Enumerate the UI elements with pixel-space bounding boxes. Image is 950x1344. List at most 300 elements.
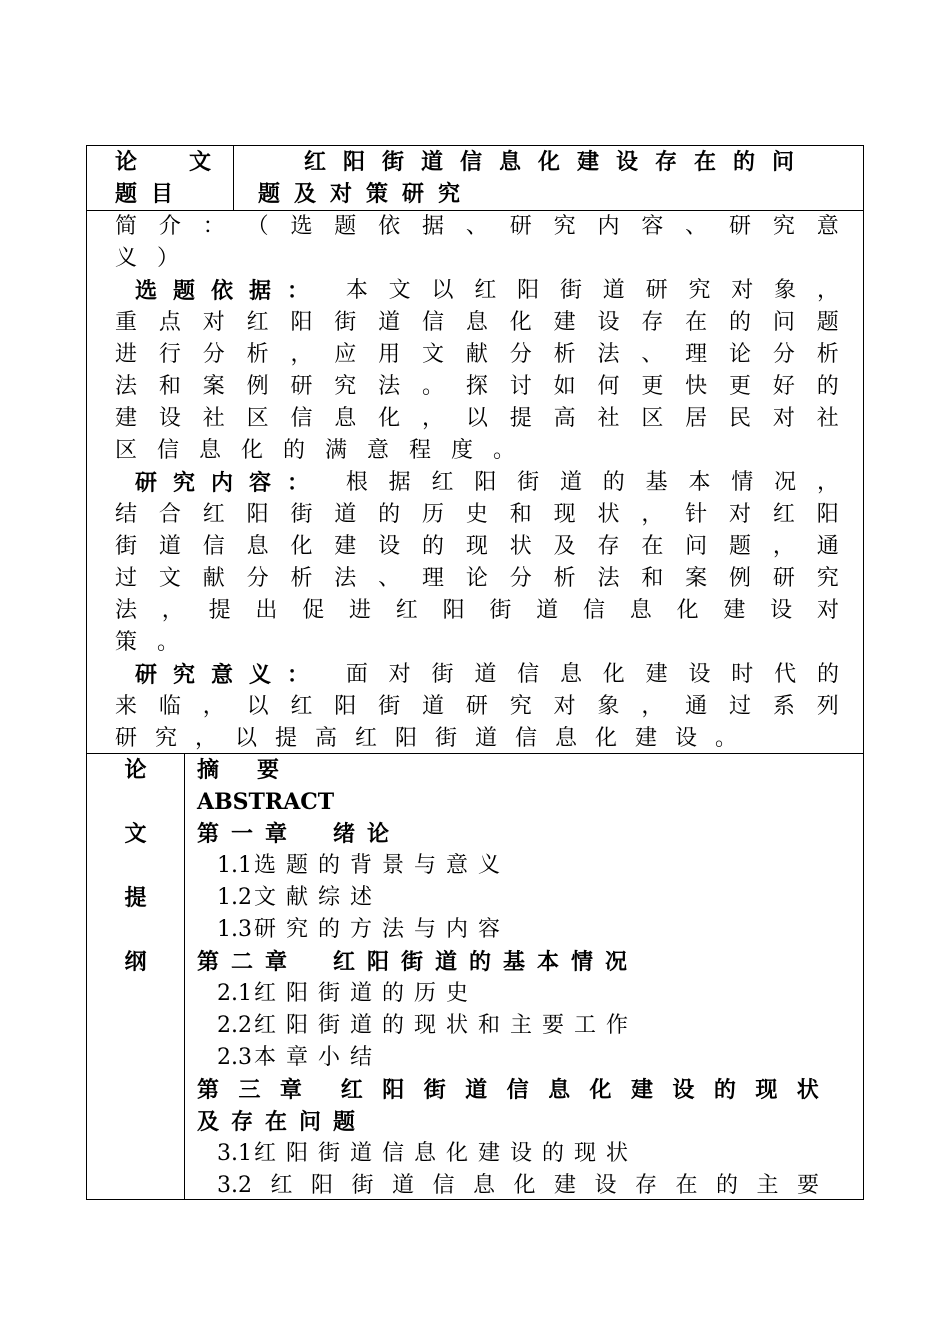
text-char: 史 [465, 502, 488, 527]
section-number: 3.2 [217, 1173, 252, 1198]
text-char: 分 [509, 342, 532, 367]
text-char: 。 [422, 374, 445, 399]
text-char: 区 [641, 406, 664, 431]
section-title: 本章小结 [254, 1045, 383, 1070]
meaning-label: 研究意义： [135, 662, 326, 688]
text-char: 文 [422, 342, 445, 367]
text-char: 讨 [509, 374, 532, 399]
text-char: 分 [246, 566, 269, 591]
text-char: 息 [629, 598, 652, 623]
text-char: 据 [422, 214, 445, 239]
title-row [87, 146, 863, 210]
text-char: 何 [597, 374, 620, 399]
text-char: 红 [772, 502, 795, 527]
text-char: 阳 [290, 310, 313, 335]
section-number: 2.3 [217, 1045, 252, 1070]
text-char: 的 [816, 374, 839, 399]
text-char: 主 [756, 1173, 779, 1198]
outline-label-char: 文 [124, 821, 147, 847]
text-char: 对 [388, 662, 411, 687]
text-char: 结 [115, 502, 138, 527]
text-char: 建 [723, 598, 746, 623]
basis-line [115, 307, 839, 339]
text-char: 出 [255, 598, 278, 623]
text-char: 道 [391, 1173, 414, 1198]
text-char: 信 [506, 1077, 529, 1103]
text-char: 根 [345, 470, 368, 495]
text-char: 现 [553, 502, 576, 527]
section-title: 红阳街道的历史 [254, 981, 479, 1006]
text-char: 论 [465, 566, 488, 591]
meaning-last-line: 研究，以提高红阳街道信息化建设。 [115, 726, 756, 751]
text-char: 题 [816, 310, 839, 335]
text-char: 好 [772, 374, 795, 399]
text-char: 究 [553, 214, 576, 239]
text-char: 红 [431, 470, 454, 495]
text-char: 的 [602, 470, 625, 495]
text-char: 阳 [246, 502, 269, 527]
text-char: 街 [517, 470, 540, 495]
text-char: 现 [465, 534, 488, 559]
text-char: 代 [774, 662, 797, 687]
text-char: 现 [755, 1077, 778, 1103]
text-char: 设 [378, 534, 401, 559]
text-char: 高 [553, 406, 576, 431]
intro-row [87, 210, 863, 753]
text-char: 简 [115, 214, 138, 239]
text-char: （ [246, 214, 269, 239]
title-label-char-2: 文 [188, 149, 211, 175]
text-char: 析 [816, 342, 839, 367]
text-char: 区 [246, 406, 269, 431]
proposal-table [86, 145, 864, 1200]
text-char: 社 [816, 406, 839, 431]
text-char: 通 [816, 534, 839, 559]
basis-label: 选题依据： [135, 278, 326, 304]
basis-last-line: 区信息化的满意程度。 [115, 438, 536, 463]
text-char: 街 [431, 662, 454, 687]
text-char: 问 [772, 310, 795, 335]
text-char: 的 [422, 534, 445, 559]
outline-chapter-3-line-2: 及存在问题 [197, 1109, 368, 1135]
text-char: 建 [334, 534, 357, 559]
text-char: 象 [774, 278, 797, 303]
title-label-line-2: 题目 [115, 181, 188, 207]
text-char: 分 [202, 342, 225, 367]
text-char: 据 [388, 470, 411, 495]
text-char: 析 [553, 566, 576, 591]
outline-section [197, 850, 863, 882]
text-char: 应 [334, 342, 357, 367]
text-char: 街 [290, 502, 313, 527]
text-char: 理 [422, 566, 445, 591]
text-char: 过 [115, 566, 138, 591]
text-char: 建 [115, 406, 138, 431]
text-char: 红 [202, 502, 225, 527]
text-char: 时 [731, 662, 754, 687]
text-char: ： [202, 214, 225, 239]
text-char: 对 [731, 278, 754, 303]
text-char: 社 [597, 406, 620, 431]
text-char: 究 [509, 694, 532, 719]
text-char: 法 [115, 374, 138, 399]
text-char: 法 [115, 598, 138, 623]
text-char: 街 [334, 310, 357, 335]
intro-heading-line-1 [115, 211, 839, 243]
text-char: 对 [553, 694, 576, 719]
text-char: 的 [729, 310, 752, 335]
section-number: 2.1 [217, 981, 252, 1006]
text-char: 红 [290, 694, 313, 719]
text-char: 要 [796, 1173, 819, 1198]
content-last-line: 策。 [115, 630, 200, 655]
text-char: 提 [208, 598, 231, 623]
text-char: 析 [246, 342, 269, 367]
text-char: 法 [378, 374, 401, 399]
text-char: 研 [290, 374, 313, 399]
text-char: 和 [158, 374, 181, 399]
text-char: 进 [348, 598, 371, 623]
section-number: 2.2 [217, 1013, 252, 1038]
text-char: 献 [465, 342, 488, 367]
text-char: 基 [645, 470, 668, 495]
text-char: 在 [675, 1173, 698, 1198]
text-char: 研 [772, 566, 795, 591]
text-char: 本 [345, 278, 368, 303]
section-number: 3.1 [217, 1141, 252, 1166]
outline-row [87, 753, 863, 1199]
text-char: 研 [729, 214, 752, 239]
text-char: 信 [422, 310, 445, 335]
text-char: 化 [676, 598, 699, 623]
text-char: 道 [158, 534, 181, 559]
text-char: 信 [582, 598, 605, 623]
text-char: 例 [729, 566, 752, 591]
text-char: 存 [634, 1173, 657, 1198]
text-char: 信 [432, 1173, 455, 1198]
text-char: 分 [509, 566, 532, 591]
meaning-line-1 [115, 659, 839, 691]
text-char: 在 [685, 310, 708, 335]
text-char: 信 [517, 662, 540, 687]
text-char: 红 [395, 598, 418, 623]
outline-section [197, 914, 863, 946]
text-char: 存 [597, 534, 620, 559]
text-char: 系 [772, 694, 795, 719]
text-char: 象 [597, 694, 620, 719]
outline-chapter-3-line-1 [197, 1074, 819, 1106]
text-char: 依 [378, 214, 401, 239]
text-char: 以 [465, 406, 488, 431]
text-char: 列 [816, 694, 839, 719]
text-char: 存 [641, 310, 664, 335]
content-line [115, 531, 839, 563]
text-char: 对 [202, 310, 225, 335]
text-char: 研 [645, 278, 668, 303]
text-char: 设 [688, 662, 711, 687]
basis-line-1 [115, 275, 839, 307]
text-char: 阳 [310, 1173, 333, 1198]
text-char: 设 [597, 310, 620, 335]
text-char: 更 [641, 374, 664, 399]
text-char: 文 [388, 278, 411, 303]
text-char: 的 [713, 1077, 736, 1103]
text-char: 研 [509, 214, 532, 239]
outline-content-cell [185, 754, 863, 1199]
text-char: 进 [115, 342, 138, 367]
text-char: 的 [378, 502, 401, 527]
text-char: 献 [202, 566, 225, 591]
text-char: 案 [685, 566, 708, 591]
text-char: 街 [115, 534, 138, 559]
text-char: 究 [816, 566, 839, 591]
text-char: 阳 [517, 278, 540, 303]
text-char: 章 [279, 1077, 302, 1103]
basis-line [115, 403, 839, 435]
text-char: 论 [729, 342, 752, 367]
text-char: 街 [559, 278, 582, 303]
text-char: 以 [431, 278, 454, 303]
text-char: 析 [553, 342, 576, 367]
text-char: 法 [334, 566, 357, 591]
text-char: 阳 [474, 470, 497, 495]
text-char: 信 [290, 406, 313, 431]
text-char: 信 [202, 534, 225, 559]
text-char: 分 [772, 342, 795, 367]
text-char: 的 [715, 1173, 738, 1198]
thesis-title-line-1: 红阳街道信息化建设存在的问 [304, 149, 812, 175]
text-char: 阳 [382, 1077, 405, 1103]
intro-heading-line-2: 义） [115, 246, 200, 271]
text-char: 和 [509, 502, 532, 527]
outline-chapter-1: 第一章 绪论 [197, 821, 402, 847]
text-char: 街 [489, 598, 512, 623]
text-char: 化 [509, 310, 532, 335]
text-char: 街 [378, 694, 401, 719]
text-char: 、 [378, 566, 401, 591]
text-char: 及 [553, 534, 576, 559]
text-char: 通 [685, 694, 708, 719]
outline-label-cell [87, 754, 185, 1199]
text-char: ， [816, 278, 839, 303]
text-char: ， [772, 534, 795, 559]
text-char: 化 [290, 534, 313, 559]
text-char: ， [816, 470, 839, 495]
text-char: 息 [472, 1173, 495, 1198]
text-char: 来 [115, 694, 138, 719]
text-char: 重 [115, 310, 138, 335]
text-char: 意 [816, 214, 839, 239]
text-char: 历 [422, 502, 445, 527]
text-char: 第 [197, 1077, 220, 1103]
text-char: 以 [246, 694, 269, 719]
content-label: 研究内容： [135, 470, 326, 496]
outline-label-char: 纲 [124, 949, 147, 975]
outline-abstract: 摘 要 [197, 757, 288, 783]
text-char: 究 [334, 374, 357, 399]
content-line [115, 563, 839, 595]
text-char: 研 [465, 694, 488, 719]
section-title: 选题的背景与意义 [254, 853, 511, 878]
meaning-line [115, 691, 839, 723]
title-label-char-1: 论 [115, 149, 138, 175]
text-char: 过 [729, 694, 752, 719]
text-char: 道 [602, 278, 625, 303]
text-char: 合 [158, 502, 181, 527]
outline-section [197, 882, 863, 914]
text-char: 建 [553, 1173, 576, 1198]
text-char: 文 [158, 566, 181, 591]
text-char: 街 [423, 1077, 446, 1103]
text-char: 道 [474, 662, 497, 687]
text-char: 设 [158, 406, 181, 431]
outline-label-char: 论 [124, 757, 147, 783]
text-char: 对 [816, 598, 839, 623]
text-char: 、 [641, 342, 664, 367]
text-char: 问 [685, 534, 708, 559]
thesis-title-cell [234, 146, 863, 210]
text-char: 息 [465, 310, 488, 335]
outline-abstract-en: ABSTRACT [197, 789, 335, 815]
text-char: 阳 [334, 694, 357, 719]
text-char: 如 [553, 374, 576, 399]
text-char: 情 [731, 470, 754, 495]
text-char: 用 [378, 342, 401, 367]
text-char: 息 [548, 1077, 571, 1103]
outline-section [197, 978, 863, 1010]
text-char: 更 [729, 374, 752, 399]
text-char: 况 [774, 470, 797, 495]
text-char: 设 [770, 598, 793, 623]
outline-section-3-2 [197, 1170, 819, 1202]
text-char: 的 [816, 662, 839, 687]
outline-section [197, 1010, 863, 1042]
text-char: 案 [202, 374, 225, 399]
text-char: 、 [465, 214, 488, 239]
text-char: ， [290, 342, 313, 367]
text-char: 红 [474, 278, 497, 303]
text-char: 化 [378, 406, 401, 431]
text-char: 道 [422, 694, 445, 719]
text-char: ， [641, 502, 664, 527]
section-title: 研究的方法与内容 [254, 917, 511, 942]
text-char: 道 [378, 310, 401, 335]
text-char: 、 [685, 214, 708, 239]
text-char: 对 [729, 502, 752, 527]
text-char: 化 [513, 1173, 536, 1198]
section-number: 1.3 [217, 917, 252, 942]
text-char: 息 [246, 534, 269, 559]
basis-line [115, 371, 839, 403]
text-char: 红 [246, 310, 269, 335]
text-char: ， [422, 406, 445, 431]
text-char: 容 [641, 214, 664, 239]
text-char: 红 [340, 1077, 363, 1103]
title-label-cell [87, 146, 234, 210]
text-char: 法 [597, 566, 620, 591]
text-char: 阳 [816, 502, 839, 527]
text-char: 例 [246, 374, 269, 399]
text-char: 民 [729, 406, 752, 431]
text-char: 建 [553, 310, 576, 335]
text-char: 化 [589, 1077, 612, 1103]
outline-chapter-2: 第二章 红阳街道的基本情况 [197, 949, 640, 975]
text-char: 促 [302, 598, 325, 623]
text-char: 题 [334, 214, 357, 239]
text-char: 状 [597, 502, 620, 527]
content-line-1 [115, 467, 839, 499]
content-line [115, 499, 839, 531]
text-char: 状 [509, 534, 532, 559]
text-char: 社 [202, 406, 225, 431]
text-char: 析 [290, 566, 313, 591]
section-title: 文献综述 [254, 885, 383, 910]
text-char: 在 [641, 534, 664, 559]
basis-line [115, 339, 839, 371]
outline-section [197, 1042, 863, 1074]
text-char: 理 [685, 342, 708, 367]
text-char: 究 [688, 278, 711, 303]
text-char: 对 [772, 406, 795, 431]
text-char: 介 [158, 214, 181, 239]
text-char: 选 [290, 214, 313, 239]
text-char: 和 [641, 566, 664, 591]
text-char: 息 [334, 406, 357, 431]
text-char: 针 [685, 502, 708, 527]
text-char: 究 [772, 214, 795, 239]
outline-label-char: 提 [124, 885, 147, 911]
text-char: 探 [465, 374, 488, 399]
text-char: 点 [158, 310, 181, 335]
thesis-title-line-2: 题及对策研究 [258, 181, 475, 207]
text-char: 临 [158, 694, 181, 719]
text-char: 道 [559, 470, 582, 495]
text-char: 法 [597, 342, 620, 367]
text-char: 设 [672, 1077, 695, 1103]
text-char: 设 [594, 1173, 617, 1198]
text-char: ， [641, 694, 664, 719]
content-line [115, 595, 839, 627]
text-char: 提 [509, 406, 532, 431]
text-char: 三 [238, 1077, 261, 1103]
text-char: 道 [334, 502, 357, 527]
section-title: 红阳街道信息化建设的现状 [254, 1141, 639, 1166]
text-char: 内 [597, 214, 620, 239]
text-char: 题 [729, 534, 752, 559]
text-char: 快 [685, 374, 708, 399]
text-char: 阳 [442, 598, 465, 623]
text-char: 建 [630, 1077, 653, 1103]
text-char: 化 [602, 662, 625, 687]
text-char: 面 [345, 662, 368, 687]
section-title: 红阳街道的现状和主要工作 [254, 1013, 639, 1038]
text-char: ， [161, 598, 184, 623]
outline-section [197, 1138, 863, 1170]
text-char: 街 [351, 1173, 374, 1198]
text-char: 本 [688, 470, 711, 495]
text-char: 居 [685, 406, 708, 431]
text-char: 状 [796, 1077, 819, 1103]
text-char: 红 [270, 1173, 293, 1198]
text-char: 行 [158, 342, 181, 367]
text-char: 息 [559, 662, 582, 687]
text-char: ， [202, 694, 225, 719]
text-char: 道 [536, 598, 559, 623]
section-number: 1.1 [217, 853, 252, 878]
section-number: 1.2 [217, 885, 252, 910]
text-char: 建 [645, 662, 668, 687]
text-char: 道 [465, 1077, 488, 1103]
